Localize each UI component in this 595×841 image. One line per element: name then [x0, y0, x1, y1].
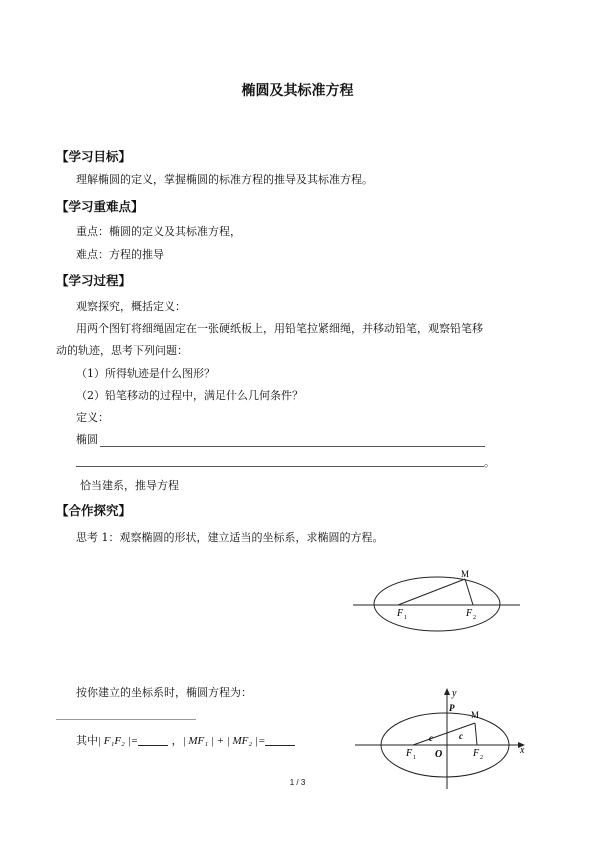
sum-blank — [265, 735, 295, 746]
equation-fill-line — [56, 719, 196, 720]
fig2-mf1-line — [413, 723, 475, 745]
where-line — [76, 734, 295, 748]
think1-text: 思考 1：观察椭圆的形状，建立适当的坐标系，求椭圆的方程。 — [76, 531, 384, 544]
fig2-label-x: x — [520, 745, 525, 756]
section-heading-coop: 【合作探究】 — [56, 503, 132, 518]
fig2-label-o: O — [435, 749, 443, 760]
separator: ， — [171, 734, 183, 747]
fig2-y-arrow — [444, 688, 450, 695]
fig1-label-f2: F — [466, 608, 473, 619]
f1f2-blank — [138, 735, 168, 746]
fig2-mf2-line — [475, 723, 477, 745]
fig2-label-y: y — [452, 688, 457, 699]
process-para-line1: 用两个图钉将细绳固定在一张硬纸板上，用铅笔拉紧细绳，并移动铅笔，观察铅笔移 — [76, 322, 483, 335]
fig2-label-m: M — [471, 710, 480, 720]
ellipse-figure-1 — [350, 566, 525, 636]
fig1-label-f1: F — [397, 608, 404, 619]
section-heading-goal: 【学习目标】 — [56, 149, 132, 164]
where-label: 其中 — [76, 734, 98, 747]
fig1-ellipse — [374, 577, 500, 631]
sum-expr: | MF₁ | + | MF₂ |= — [182, 735, 266, 747]
fig2-sub-2: 2 — [480, 755, 483, 761]
setup-text: 恰当建系，推导方程 — [80, 479, 179, 492]
definition-fill-line-1 — [100, 446, 485, 447]
section-heading-key: 【学习重难点】 — [56, 199, 144, 214]
question-1: （1）所得轨迹是什么图形？ — [76, 367, 215, 380]
fig1-mf2-line — [465, 579, 473, 605]
fig2-label-f1: F — [406, 748, 413, 759]
page-number: 1 / 3 — [289, 778, 306, 787]
question-2: （2）铅笔移动的过程中，满足什么几何条件？ — [76, 389, 303, 402]
fig2-sub-1: 1 — [413, 755, 416, 761]
definition-fill-line-2 — [76, 466, 484, 467]
fig1-mf1-line — [398, 579, 465, 605]
fig2-label-c-right: c — [459, 731, 463, 741]
equation-prompt: 按你建立的坐标系时，椭圆方程为： — [76, 686, 252, 699]
fig1-sub-2: 2 — [473, 615, 476, 621]
section-heading-process: 【学习过程】 — [56, 273, 132, 288]
ellipse-label: 椭圆 — [76, 433, 98, 446]
key-difficulty-text: 难点：方程的推导 — [76, 248, 164, 261]
fig1-label-m: M — [461, 569, 470, 579]
f1f2-expr: | F₁F₂ |= — [98, 735, 139, 747]
process-para-line2: 动的轨迹，思考下列问题： — [56, 344, 188, 357]
definition-period: 。 — [484, 456, 495, 469]
goal-text: 理解椭圆的定义，掌握椭圆的标准方程的推导及其标准方程。 — [76, 173, 373, 186]
process-intro: 观察探究，概括定义： — [76, 300, 186, 313]
fig2-label-p: P — [449, 703, 455, 713]
page-title: 椭圆及其标准方程 — [241, 83, 354, 99]
fig2-label-f2: F — [473, 748, 480, 759]
fig1-sub-1: 1 — [404, 615, 407, 621]
key-focus-text: 重点：椭圆的定义及其标准方程， — [76, 225, 241, 238]
ellipse-figure-2 — [355, 686, 535, 790]
definition-label: 定义： — [76, 411, 109, 424]
fig2-label-c-left: c — [429, 733, 433, 743]
